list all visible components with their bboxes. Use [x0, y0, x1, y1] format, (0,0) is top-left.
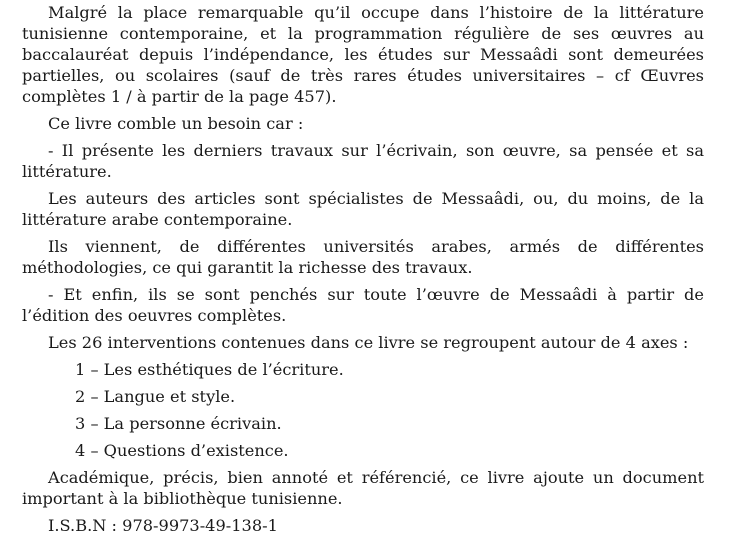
reason-recent-work: - Il présente les derniers travaux sur l’écrivain, son œuvre, sa pensée et sa littérature.: [22, 141, 704, 181]
axis-item: 2 – Langue et style.: [75, 387, 236, 406]
axis-item: 1 – Les esthétiques de l’écriture.: [75, 360, 344, 379]
axis-item: 4 – Questions d’existence.: [75, 441, 289, 460]
need-statement: Ce livre comble un besoin car :: [48, 114, 304, 133]
document-body: [22, 2, 704, 536]
axes-intro: Les 26 interventions contenues dans ce livre se regroupent autour de 4 axes :: [48, 333, 689, 352]
reason-universities: Ils viennent, de différentes universités arabes, armés de différentes méthodologies, ce qui garantit la richesse des travaux.: [22, 237, 704, 277]
axes-list: [22, 359, 704, 461]
closing-paragraph: Académique, précis, bien annoté et référencié, ce livre ajoute un document important à la bibliothèque tunisienne.: [22, 468, 704, 508]
axis-item: 3 – La personne écrivain.: [75, 414, 282, 433]
reason-authors: Les auteurs des articles sont spécialistes de Messaâdi, ou, du moins, de la littérature arabe contemporaine.: [22, 189, 704, 229]
isbn-line: I.S.B.N : 978-9973-49-138-1: [48, 516, 278, 535]
reason-complete-works: - Et enfin, ils se sont penchés sur toute l’œuvre de Messaâdi à partir de l’édition des oeuvres complètes.: [22, 285, 704, 325]
intro-paragraph: Malgré la place remarquable qu’il occupe dans l’histoire de la littérature tunisienne contemporaine, et la programmation régulière de ses œuvres au baccalauréat depuis l’indépendance, les études sur Messaâdi sont demeurées partielles, ou scolaires (sauf de très rares études universitaires – cf Œuvres complètes 1 / à partir de la page 457).: [22, 3, 704, 106]
